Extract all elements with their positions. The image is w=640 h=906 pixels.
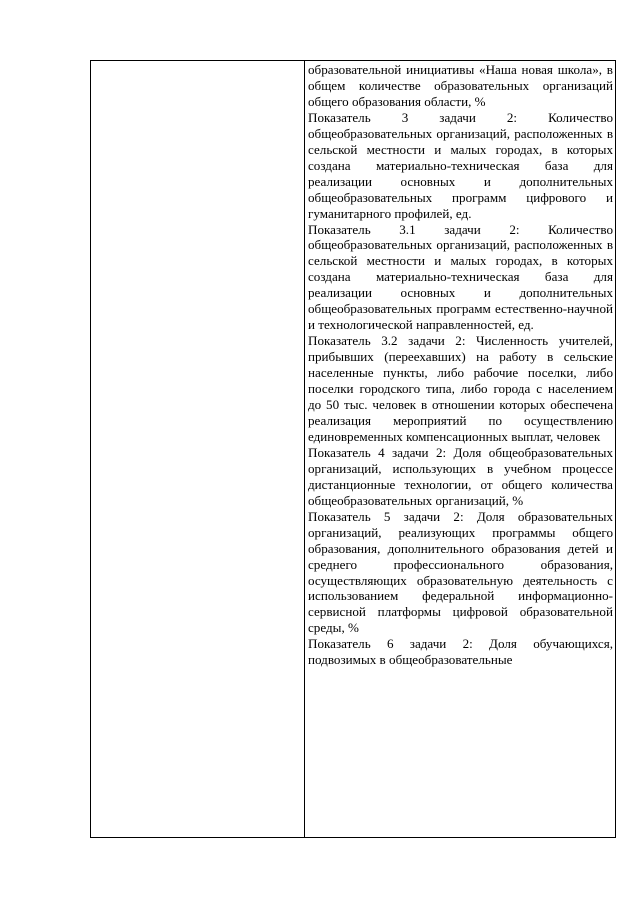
indicators-table	[90, 60, 616, 838]
indicator-3-paragraph: Показатель 3 задачи 2: Количество общеобразовательных организаций, расположенных в сельской местности и малых городах, в которых создана материально-техническая база для реализации основных и дополнительных общеобразовательных программ цифрового и гуманитарного профилей, ед.	[308, 109, 613, 221]
indicator-6-paragraph: Показатель 6 задачи 2: Доля обучающихся, подвозимых в общеобразовательные	[308, 636, 613, 668]
indicator-paragraph-continued: образовательной инициативы «Наша новая школа», в общем количестве образовательных организаций общего образования области, %	[308, 62, 613, 109]
indicator-3-1-paragraph: Показатель 3.1 задачи 2: Количество общеобразовательных организаций, расположенных в сельской местности и малых городах, в которых создана материально-техническая база для реализации основных и дополнительных общеобразовательных программ естественно-научной и технологической направленностей, ед.	[308, 221, 613, 333]
indicator-4-paragraph: Показатель 4 задачи 2: Доля общеобразовательных организаций, использующих в учебном процессе дистанционные технологии, от общего количества общеобразовательных организаций, %	[308, 444, 613, 508]
table-cell-left	[91, 61, 305, 837]
indicator-5-paragraph: Показатель 5 задачи 2: Доля образовательных организаций, реализующих программы общего образования, дополнительного образования детей и среднего профессионального образования, осуществляющих образовательную деятельность с использованием федеральной информационно-сервисной платформы цифровой образовательной среды, %	[308, 508, 613, 636]
table-cell-indicators	[305, 61, 615, 837]
indicator-3-2-paragraph: Показатель 3.2 задачи 2: Численность учителей, прибывших (переехавших) на работу в сельские населенные пункты, либо рабочие поселки, либо поселки городского типа, либо города с населением до 50 тыс. человек в отношении которых обеспечена реализация мероприятий по осуществлению единовременных компенсационных выплат, человек	[308, 333, 613, 444]
